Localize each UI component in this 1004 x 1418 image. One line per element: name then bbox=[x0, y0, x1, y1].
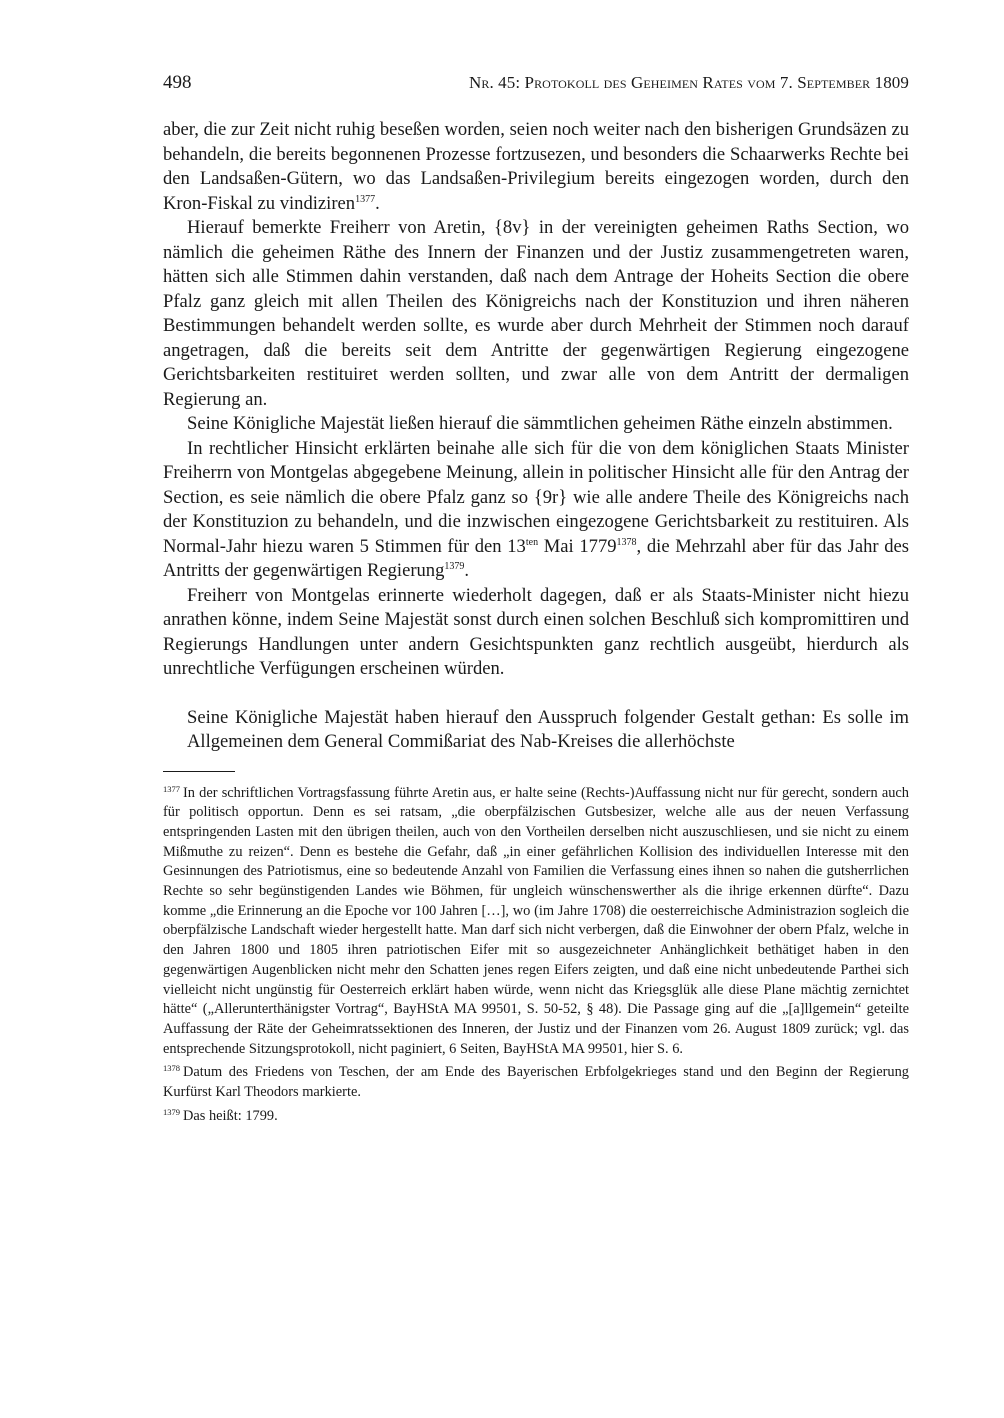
main-text bbox=[163, 118, 909, 755]
paragraph-3: Seine Königliche Majestät ließen hierauf die sämmtlichen geheimen Räthe einzeln abstimmen. bbox=[187, 413, 893, 434]
paragraph-4-text: In rechtlicher Hinsicht erklärten beinahe alle sich für die von dem königlichen Staats Minister Freiherrn von Montgelas abgegebene Meinung, allein in politischer Hinsicht alle für den Antrag der Section, es seie nämlich die obere Pfalz ganz so {9r} wie alle andere Theile des Königreichs nach der Konstituzion zu behandeln, und die inzwischen eingezogene Gerichtsbarkeit zu restituiren. Als Normal-Jahr hiezu waren 5 Stimmen für den 13 bbox=[163, 437, 909, 557]
footnote-divider bbox=[163, 771, 235, 772]
page-number: 498 bbox=[163, 72, 192, 93]
superscript-ten: ten bbox=[525, 536, 539, 548]
paragraph-1 bbox=[163, 118, 909, 216]
paragraph-1-end: . bbox=[375, 192, 380, 214]
footnote-1377 bbox=[163, 784, 909, 1060]
running-title: Nr. 45: Protokoll des Geheimen Rates vom 7. September 1809 bbox=[468, 73, 909, 92]
footnote-1379 bbox=[163, 1107, 909, 1127]
paragraph-4 bbox=[163, 437, 909, 584]
paragraph-4-text-2: , die Mehrzahl aber für das Jahr des Antritts der gegenwärtigen Regierung bbox=[163, 535, 910, 581]
paragraph-6: Seine Königliche Majestät haben hierauf den Ausspruch folgender Gestalt gethan: Es solle im Allgemeinen dem General Commißariat des Nab-Kreises die allerhöchste bbox=[187, 706, 909, 752]
paragraph-1-text: aber, die zur Zeit nicht ruhig beseßen worden, seien noch weiter nach den bisherigen Grundsäzen zu behandeln, die bereits begonnenen Prozesse fortzusezen, und besonders die Schaarwerks Rechte bei den Landsaßen-Gütern, wo das Landsaßen-Privilegium bereits eingezogen worden, durch den Kron-Fiskal zu vindiziren bbox=[163, 119, 909, 214]
document-page bbox=[163, 72, 909, 1130]
footnote-number: 1378 bbox=[163, 1063, 180, 1074]
footnote-text: In der schriftlichen Vortragsfassung führte Aretin aus, er halte seine (Rechts-)Auffassung nicht nur für gerecht, sondern auch für politisch opportun. Denn es sei ratsam, „die oberpfälzischen Gutsbesizer, welche alle aus der neuen Verfassung entspringenden Lasten mit den übrigen theilen, auch von den Vortheilen derselben nicht auszuschliesen, und sie nicht zu einem Mißmuthe zu reizen“. Denn es bestehe die Gefahr, daß „in einer gefährlichen Kollision des individuellen Interesse mit den Gesinnungen des Patriotismus, eine so bedeutende Anzahl von Familien die Verfassung eines ihnen so nahen die gutsherrlichen Rechte so sehr begünstigenden Landes wie Böhmen, für ungleich wünschenswerther als die ihrige erkennen dürfte“. Dazu komme „die Erinnerung an die Epoche vor 100 Jahren […], wo (im Jahre 1708) die oesterreichische Administrazion sogleich die oberpfälzische Landschaft wieder hergestellt hatte. Man darf sich nicht verbergen, daß die Einwohner der obern Pfalz, welche in den Jahren 1800 und 1805 ihren patriotischen Eifer mit so ausgezeichneter Anhänglichkeit bethätiget haben in den gegenwärtigen Augenblicken nicht mehr den Schatten jenes regen Eifers zeigten, und daß eine nicht unbedeutende Parthei sich vielleicht nicht ungünstig für Oesterreich erklärt haben würde, wenn nicht das Kriegsglük alle diese Plane mächtig zernichtet hätte“ („Allerunterthänigster Vortrag“, BayHStA MA 99501, S. 50-52, § 48). Die Passage ging auf die „[a]llgemein“ geteilte Auffassung der Räte der Geheimratssektionen des Inneren, der Justiz und der Finanzen vom 26. August 1809 zurück; vgl. das entsprechende Sitzungsprotokoll, nicht paginiert, 6 Seiten, BayHStA MA 99501, hier S. 6. bbox=[163, 784, 909, 1057]
footnote-ref-1379: 1379 bbox=[444, 561, 465, 572]
footnote-ref-1378: 1378 bbox=[616, 536, 637, 548]
paragraph-2: Hierauf bemerkte Freiherr von Aretin, {8v} in der vereinigten geheimen Raths Section, wo nämlich die geheimen Räthe des Innern der Finanzen und der Justiz zusammengetreten waren, hätten sich alle Stimmen dahin verstanden, daß nach dem Antrage der Hoheits Section die obere Pfalz ganz gleich mit allen Theilen des Königreichs nach der Konstituzion und ihren näheren Bestimmungen behandelt werden sollte, es wurde aber durch Mehrheit der Stimmen noch darauf angetragen, daß die bereits seit dem Antritte der gegenwärtigen Regierung eingezogene Gerichtsbarkeiten restituiret werden sollten, und zwar alle von dem Antritt der dermaligen Regierung an. bbox=[163, 217, 909, 410]
paragraph-4-date: Mai 1779 bbox=[538, 535, 617, 557]
footnote-1378 bbox=[163, 1063, 909, 1102]
footnotes bbox=[163, 784, 909, 1127]
footnote-text: Das heißt: 1799. bbox=[183, 1107, 278, 1124]
footnote-number: 1379 bbox=[163, 1106, 180, 1117]
footnote-ref-1377: 1377 bbox=[355, 193, 376, 205]
paragraph-4-end: . bbox=[464, 560, 470, 581]
page-header bbox=[163, 72, 909, 98]
footnote-text: Datum des Friedens von Teschen, der am Ende des Bayerischen Erbfolgekrieges stand und den Beginn der Regierung Kurfürst Karl Theodors markierte. bbox=[163, 1064, 909, 1101]
paragraph-5: Freiherr von Montgelas erinnerte wiederholt dagegen, daß er als Staats-Minister nicht hiezu anrathen könne, indem Seine Majestät sonst durch einen solchen Beschluß sich kompromittiren und Regierungs Handlungen unter andern Gesichtspunkten ganz rechtlich ausgeübt, hierdurch als unrechtliche Verfügungen erscheinen würden. bbox=[163, 584, 909, 679]
footnote-number: 1377 bbox=[163, 783, 180, 794]
